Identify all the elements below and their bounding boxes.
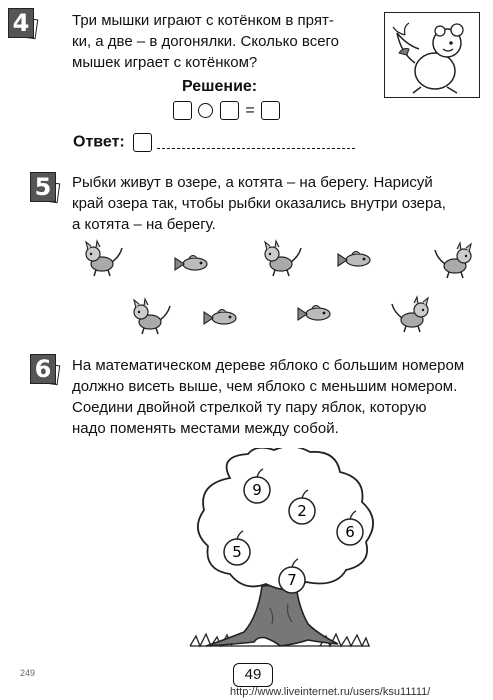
task-5-text <box>72 172 446 235</box>
source-url[interactable]: http://www.liveinternet.ru/users/ksu11111/ <box>230 686 431 698</box>
fish-kittens-field <box>0 230 493 340</box>
apple-5-label: 5 <box>232 543 242 561</box>
task-5-line-1: Рыбки живут в озере, а котята – на берегу. Нарисуй <box>72 174 433 191</box>
operator-circle[interactable] <box>198 103 213 118</box>
answer-label: Ответ: <box>73 133 125 151</box>
math-tree <box>170 448 390 658</box>
task-4-number: 4 <box>8 8 34 38</box>
solution-label-text: Решение: <box>182 78 258 95</box>
solution-box-2[interactable] <box>220 101 239 120</box>
fish-4 <box>298 306 330 321</box>
apple-2-label: 2 <box>297 502 307 520</box>
task-6-number: 6 <box>30 354 56 384</box>
task-4-line-2: ки, а две – в догонялки. Сколько всего <box>72 33 340 50</box>
task-5-line-2: край озера так, чтобы рыбки оказались внутри озера, <box>72 195 446 212</box>
fish-2 <box>338 252 370 267</box>
page-number: 49 <box>233 663 273 687</box>
apple-7-label: 7 <box>287 571 297 589</box>
task-4-line-1: Три мышки играют с котёнком в прят- <box>72 12 334 29</box>
answer-row <box>73 133 152 152</box>
task-5-number: 5 <box>30 172 56 202</box>
task-4-badge <box>8 8 38 42</box>
kitten-4 <box>134 299 170 334</box>
apple-9-label: 9 <box>252 481 262 499</box>
fish-3 <box>204 310 236 325</box>
solution-expression <box>173 101 280 120</box>
task-4-text <box>72 10 339 73</box>
task-6-line-1: На математическом дереве яблоко с большим номером <box>72 357 465 374</box>
task-5-line-3: а котята – на берегу. <box>72 216 216 233</box>
apple-6-label: 6 <box>345 523 355 541</box>
task-6-line-3: Соедини двойной стрелкой ту пару яблок, которую <box>72 399 427 416</box>
task-6-line-4: надо поменять местами между собой. <box>72 420 339 437</box>
task-6-line-2: должно висеть выше, чем яблоко с меньшим номером. <box>72 378 458 395</box>
equals-sign: = <box>245 101 255 119</box>
solution-label <box>182 78 257 96</box>
answer-line[interactable] <box>157 148 355 149</box>
solution-box-result[interactable] <box>261 101 280 120</box>
answer-box[interactable] <box>133 133 152 152</box>
kitten-mouse-illustration <box>384 12 480 98</box>
task-5-badge <box>30 172 60 206</box>
kitten-1 <box>86 241 122 276</box>
fish-1 <box>175 256 207 271</box>
solution-box-1[interactable] <box>173 101 192 120</box>
kitten-5 <box>392 297 428 332</box>
kitten-2 <box>265 241 301 276</box>
kitten-3 <box>435 243 471 278</box>
task-6-badge <box>30 354 60 388</box>
corner-mark: 249 <box>20 668 36 678</box>
task-6-text <box>72 355 464 439</box>
task-4-line-3: мышек играет с котёнком? <box>72 54 258 71</box>
